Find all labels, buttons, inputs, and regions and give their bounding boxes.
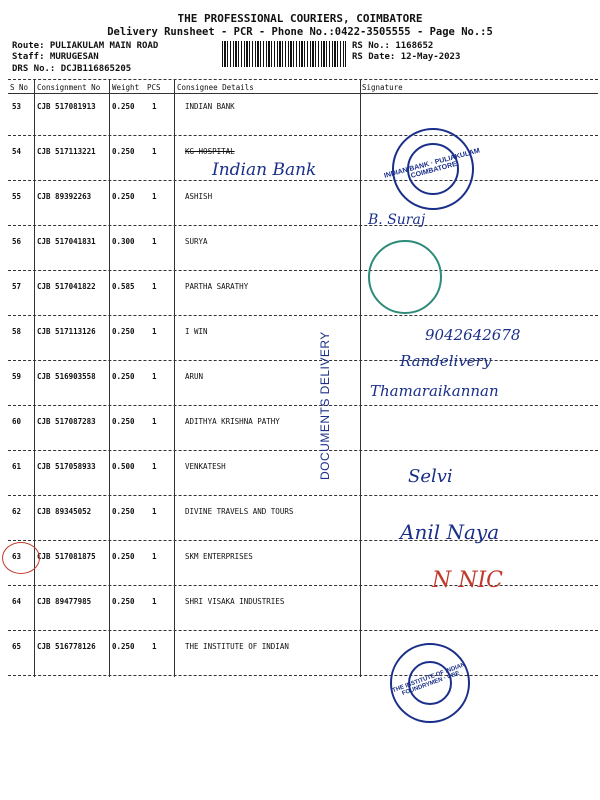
institute-stamp (390, 643, 470, 723)
row-sno: 63 (12, 552, 22, 561)
row-sno: 54 (12, 147, 22, 156)
row-consignment: CJB 517087283 (37, 417, 96, 426)
row-consignment: CJB 517058933 (37, 462, 96, 471)
rs-date: RS Date: 12-May-2023 (352, 52, 461, 62)
documents-delivery-stamp: DOCUMENTS DELIVERY (318, 331, 332, 480)
row-sno: 55 (12, 192, 22, 201)
row-sno: 58 (12, 327, 22, 336)
col-pcs: PCS (147, 83, 161, 92)
header-rule (8, 93, 598, 94)
row63-marker-circle (2, 542, 40, 574)
handwriting-row54: Indian Bank (212, 160, 317, 180)
col-divider (360, 80, 361, 677)
row-divider (8, 225, 598, 226)
row-pcs: 1 (152, 147, 157, 156)
row-divider (8, 270, 598, 271)
col-sno: S No (10, 83, 29, 92)
row-weight: 0.250 (112, 147, 135, 156)
row-consignment: CJB 517081875 (37, 552, 96, 561)
staff: Staff: MURUGESAN (12, 52, 99, 62)
row-sno: 65 (12, 642, 22, 651)
round-seal-stamp (368, 240, 442, 314)
row-pcs: 1 (152, 372, 157, 381)
row-sno: 57 (12, 282, 22, 291)
row-weight: 0.250 (112, 417, 135, 426)
row-weight: 0.500 (112, 462, 135, 471)
row-consignment: CJB 517113126 (37, 327, 96, 336)
row-divider (8, 630, 598, 631)
col-divider (174, 80, 175, 677)
row-sno: 56 (12, 237, 22, 246)
row-divider (8, 135, 598, 136)
row-consignee: I WIN (185, 327, 208, 336)
row-pcs: 1 (152, 237, 157, 246)
handwriting-row55: B. Suraj (368, 212, 426, 228)
row-divider (8, 675, 598, 676)
rs-number: RS No.: 1168652 (352, 41, 434, 51)
row-consignee: DIVINE TRAVELS AND TOURS (185, 507, 294, 516)
row-weight: 0.250 (112, 192, 135, 201)
row-divider (8, 540, 598, 541)
runsheet-title: THE PROFESSIONAL COURIERS, COIMBATORE (177, 12, 423, 25)
row-pcs: 1 (152, 102, 157, 111)
row-consignee: SHRI VISAKA INDUSTRIES (185, 597, 285, 606)
drs-number: DRS No.: DCJB116865205 (12, 64, 132, 74)
row-consignee: PARTHA SARATHY (185, 282, 249, 291)
row-consignee: ASHISH (185, 192, 213, 201)
row-pcs: 1 (152, 327, 157, 336)
col-divider (109, 80, 110, 677)
row-consignment: CJB 517041831 (37, 237, 96, 246)
indian-bank-stamp (383, 128, 481, 210)
row-consignee: THE INSTITUTE OF INDIAN (185, 642, 289, 651)
row-divider (8, 360, 598, 361)
row-consignee: KG HOSPITAL (185, 147, 235, 156)
col-consignment: Consignment No (37, 83, 101, 92)
row-consignment: CJB 517113221 (37, 147, 96, 156)
institute-stamp-text: THE INSTITUTE OF INDIAN FOUNDRYMEN · CBE (391, 662, 467, 698)
row-sno: 59 (12, 372, 22, 381)
row-weight: 0.250 (112, 642, 135, 651)
runsheet-subtitle: Delivery Runsheet - PCR - Phone No.:0422-3505555 - Page No.:5 (107, 26, 493, 38)
handwriting-row59: Thamaraikannan (370, 382, 499, 400)
row-pcs: 1 (152, 462, 157, 471)
row-sno: 60 (12, 417, 22, 426)
row-weight: 0.250 (112, 102, 135, 111)
row-pcs: 1 (152, 417, 157, 426)
row-weight: 0.250 (112, 597, 135, 606)
table-top-rule (8, 79, 598, 80)
row-sno: 61 (12, 462, 22, 471)
row-consignee: VENKATESH (185, 462, 226, 471)
row-sno: 64 (12, 597, 22, 606)
row-consignment: CJB 89345052 (37, 507, 92, 516)
row-weight: 0.250 (112, 372, 135, 381)
row-sno: 62 (12, 507, 22, 516)
row-divider (8, 585, 598, 586)
row-divider (8, 450, 598, 451)
row-pcs: 1 (152, 597, 157, 606)
row-consignment: CJB 516903558 (37, 372, 96, 381)
row-consignment: CJB 516778126 (37, 642, 96, 651)
row-divider (8, 315, 598, 316)
row-pcs: 1 (152, 552, 157, 561)
row-pcs: 1 (152, 192, 157, 201)
row-weight: 0.585 (112, 282, 135, 291)
row-pcs: 1 (152, 507, 157, 516)
row-pcs: 1 (152, 642, 157, 651)
row-weight: 0.250 (112, 327, 135, 336)
row-consignee: SKM ENTERPRISES (185, 552, 253, 561)
row-consignment: CJB 89477985 (37, 597, 92, 606)
route: Route: PULIAKULAM MAIN ROAD (12, 41, 159, 51)
row-divider (8, 180, 598, 181)
row-consignment: CJB 89392263 (37, 192, 92, 201)
row-consignee: SURYA (185, 237, 208, 246)
row-consignment: CJB 517081913 (37, 102, 96, 111)
row-sno: 53 (12, 102, 22, 111)
row-consignment: CJB 517041822 (37, 282, 96, 291)
handwriting-row63: N NIC (432, 568, 504, 593)
col-weight: Weight (112, 83, 140, 92)
row-divider (8, 495, 598, 496)
row-consignee: ADITHYA KRISHNA PATHY (185, 417, 280, 426)
indian-bank-stamp-text: INDIAN BANK · PULIAKULAM COIMBATORE (383, 147, 481, 180)
handwriting-row58-phone: 9042642678 (425, 326, 521, 344)
row-consignee: INDIAN BANK (185, 102, 235, 111)
row-weight: 0.250 (112, 507, 135, 516)
row-divider (8, 405, 598, 406)
handwriting-row61: Selvi (408, 466, 453, 487)
row-weight: 0.300 (112, 237, 135, 246)
row-pcs: 1 (152, 282, 157, 291)
col-divider (34, 80, 35, 677)
col-signature: Signature (362, 83, 403, 92)
col-consignee: Consignee Details (177, 83, 254, 92)
barcode (222, 41, 346, 67)
row-consignee: ARUN (185, 372, 204, 381)
handwriting-row62: Anil Naya (400, 520, 500, 544)
row-weight: 0.250 (112, 552, 135, 561)
handwriting-row58: Randelivery (400, 352, 492, 370)
